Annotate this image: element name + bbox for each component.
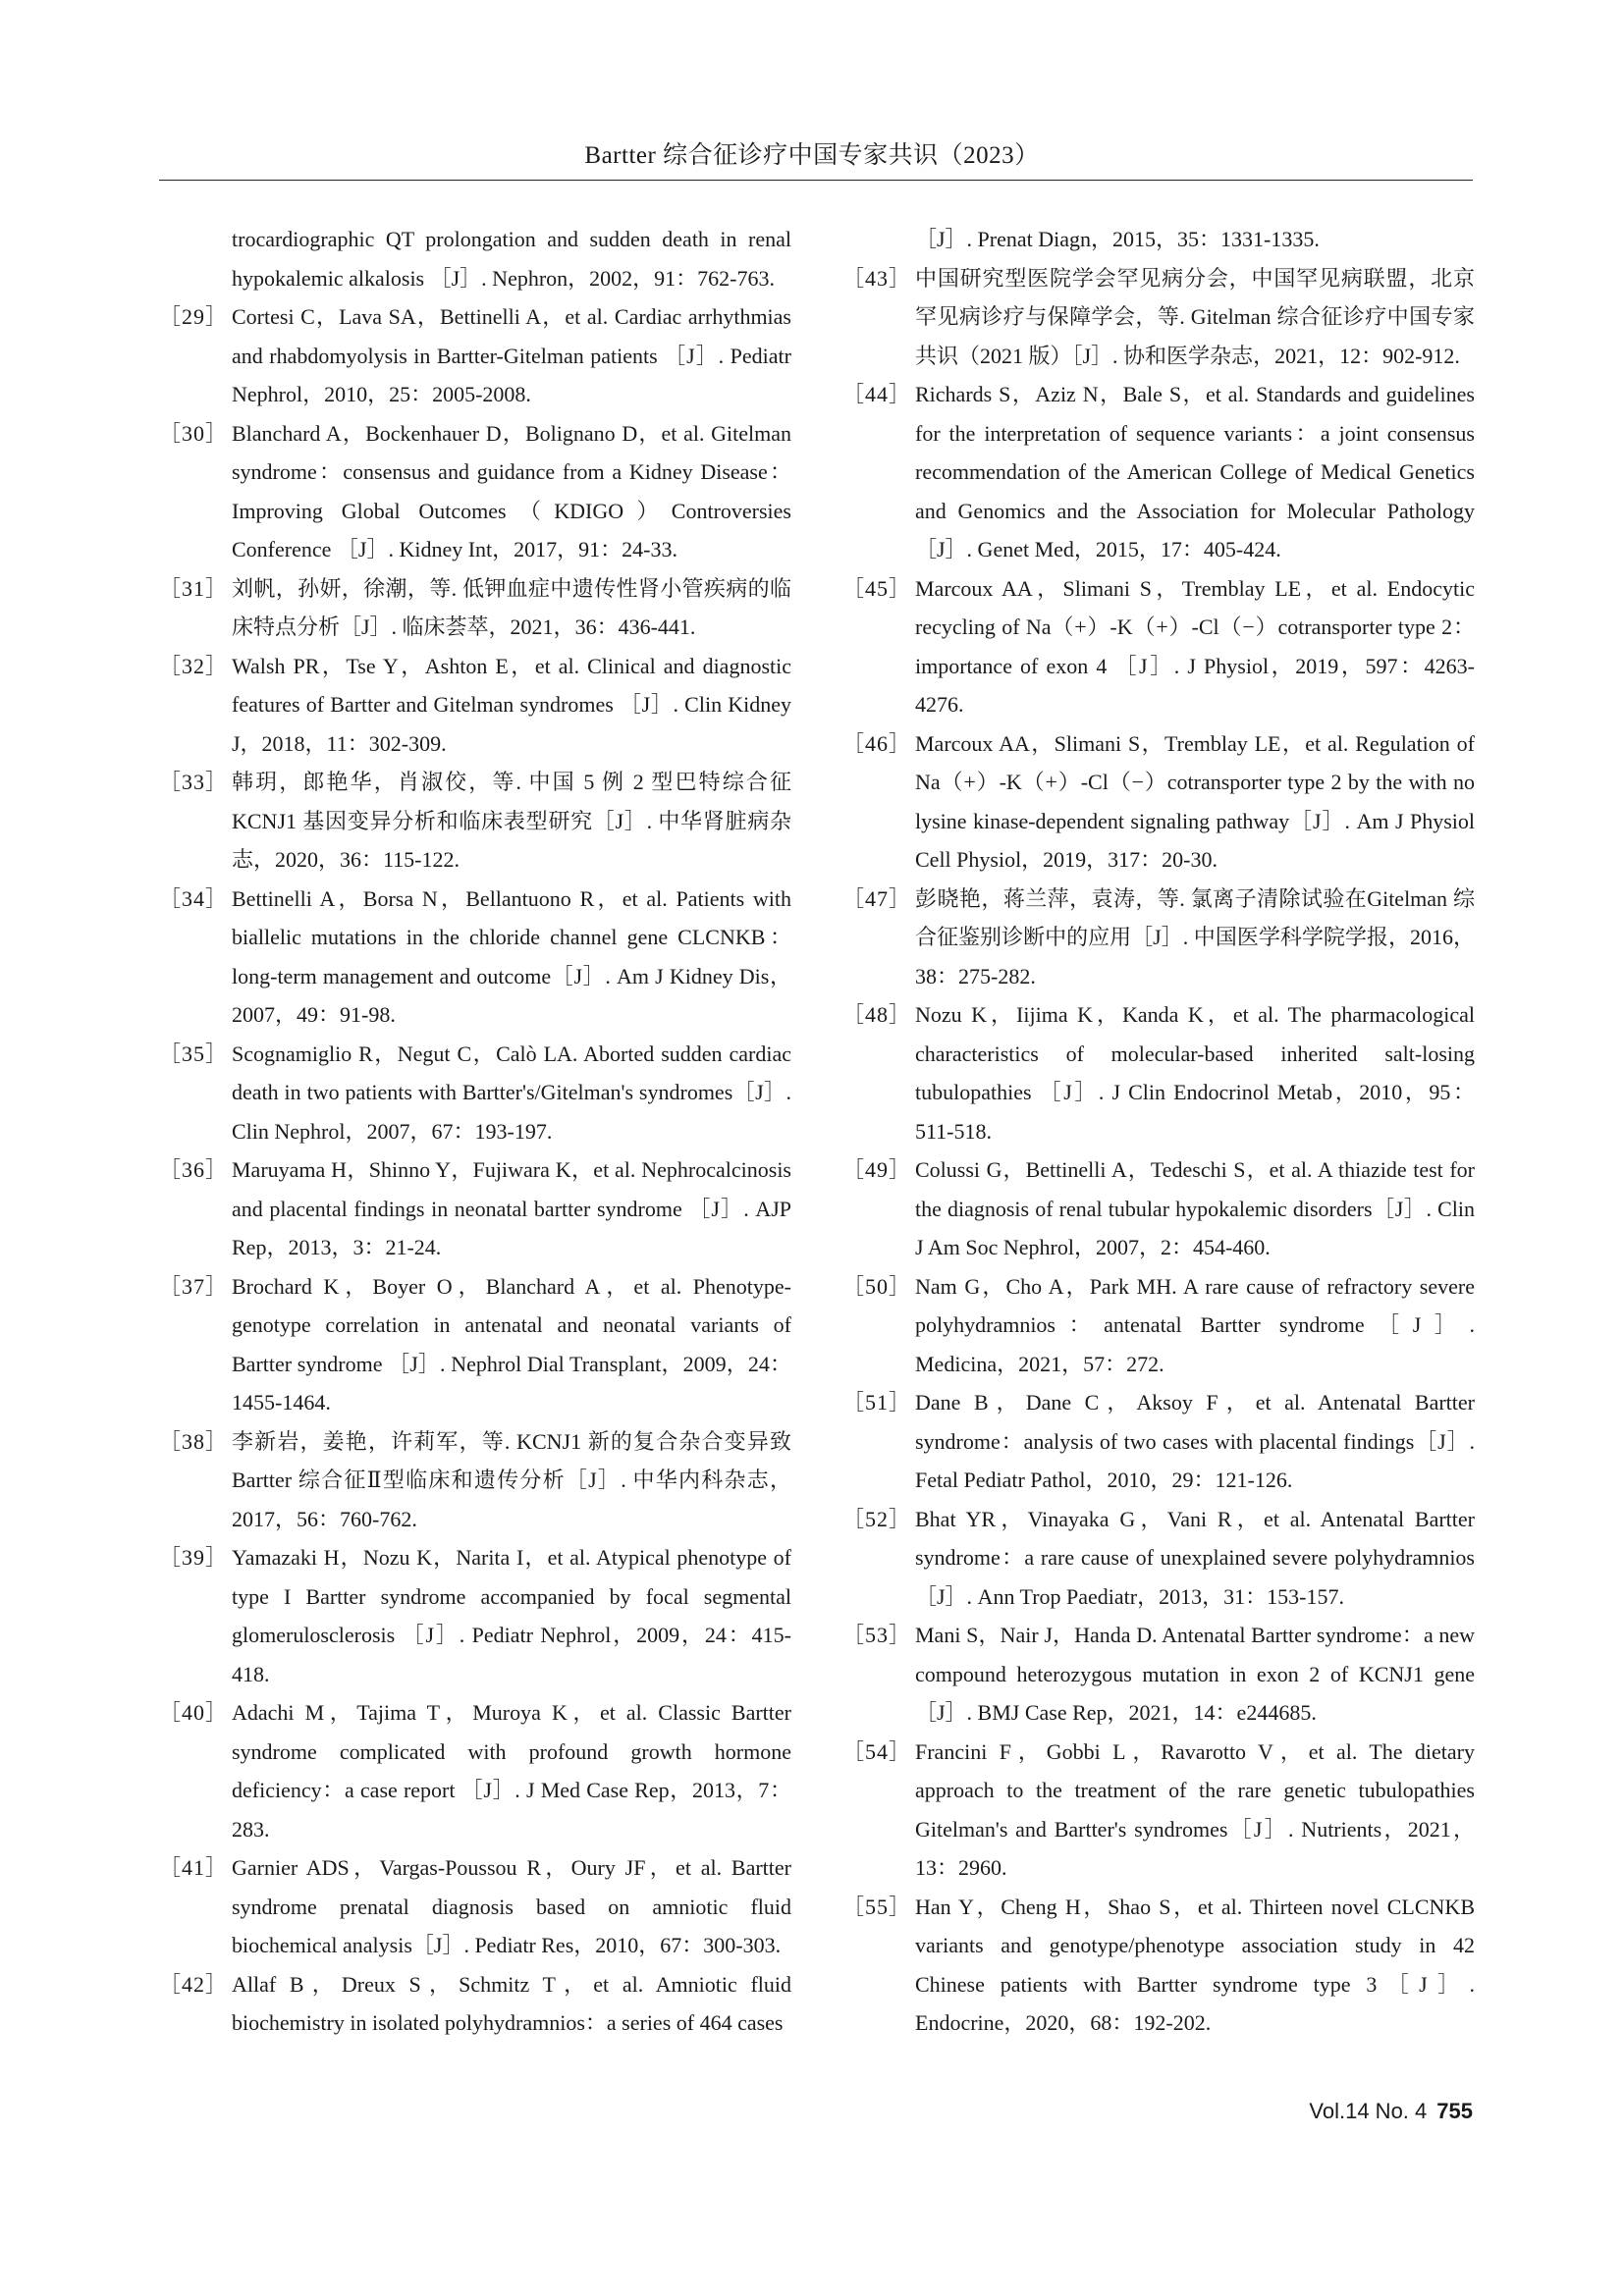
volume-label: Vol.14 No. 4 xyxy=(1309,2099,1428,2123)
reference-item xyxy=(159,647,791,764)
continuation-text: ［J］. Prenat Diagn，2015，35：1331-1335. xyxy=(915,227,1320,251)
reference-text: Bettinelli A，Borsa N，Bellantuono R，et al. Patients with biallelic mutations in the chloride channel gene CLCNKB：long-term management and outcome［J］. Am J Kidney Dis，2007，49：91-98. xyxy=(232,885,791,1027)
reference-text: Han Y，Cheng H，Shao S，et al. Thirteen novel CLCNKB variants and genotype/phenotype association study in 42 Chinese patients with Bartter syndrome type 3［J］. Endocrine，2020，68：192-202. xyxy=(915,1894,1475,2035)
reference-item xyxy=(842,1500,1475,1617)
reference-number: ［50］ xyxy=(842,1273,912,1299)
reference-text: Cortesi C，Lava SA，Bettinelli A，et al. Cardiac arrhythmias and rhabdomyolysis in Bartter-Gitelman patients ［J］. Pediatr Nephrol，2010，25：2005-2008. xyxy=(232,304,791,406)
reference-text: Scognamiglio R，Negut C，Calò LA. Aborted sudden cardiac death in two patients with Bartter's/Gitelman's syndromes［J］. Clin Nephrol，2007，67：193-197. xyxy=(232,1041,791,1144)
reference-number: ［42］ xyxy=(159,1971,229,1997)
reference-number: ［41］ xyxy=(159,1855,229,1880)
reference-text: Allaf B，Dreux S，Schmitz T，et al. Amniotic fluid biochemistry in isolated polyhydramnios：a series of 464 cases xyxy=(232,1971,791,2035)
left-column xyxy=(159,220,791,2043)
reference-text: Nam G，Cho A，Park MH. A rare cause of refractory severe polyhydramnios：antenatal Bartter syndrome［J］. Medicina，2021，57：272. xyxy=(915,1273,1475,1376)
reference-number: ［31］ xyxy=(159,575,229,601)
reference-item xyxy=(842,1888,1475,2043)
reference-item xyxy=(842,1733,1475,1888)
reference-item xyxy=(842,880,1475,996)
reference-text: Brochard K，Boyer O，Blanchard A，et al. Phenotype-genotype correlation in antenatal and neonatal variants of Bartter syndrome ［J］. Nephrol Dial Transplant，2009，24：1455-1464. xyxy=(232,1273,791,1415)
reference-text: Garnier ADS，Vargas-Poussou R，Oury JF，et al. Bartter syndrome prenatal diagnosis based on amniotic fluid biochemical analysis［J］. Pediatr Res，2010，67：300-303. xyxy=(232,1855,791,1957)
reference-number: ［54］ xyxy=(842,1738,912,1764)
reference-text: Nozu K，Iijima K，Kanda K，et al. The pharmacological characteristics of molecular-based inherited salt-losing tubulopathies ［J］. J Clin Endocrinol Metab，2010，95：511-518. xyxy=(915,1002,1475,1144)
reference-text: Yamazaki H，Nozu K，Narita I，et al. Atypical phenotype of type I Bartter syndrome accompanied by focal segmental glomerulosclerosis ［J］. Pediatr Nephrol，2009，24：415-418. xyxy=(232,1545,791,1686)
reference-number: ［55］ xyxy=(842,1894,912,1919)
reference-item xyxy=(159,1538,791,1693)
reference-number: ［37］ xyxy=(159,1273,229,1299)
reference-item xyxy=(159,1965,791,2043)
reference-number: ［30］ xyxy=(159,420,229,446)
reference-item xyxy=(159,414,791,569)
reference-number: ［34］ xyxy=(159,885,229,911)
reference-item xyxy=(842,995,1475,1150)
reference-text: Walsh PR，Tse Y，Ashton E，et al. Clinical and diagnostic features of Bartter and Gitelman syndromes ［J］. Clin Kidney J，2018，11：302-309. xyxy=(232,653,791,756)
reference-item xyxy=(842,1383,1475,1500)
reference-number: ［36］ xyxy=(159,1157,229,1182)
reference-item xyxy=(842,1616,1475,1733)
continuation-text: trocardiographic QT prolongation and sudden death in renal hypokalemic alkalosis ［J］. Nephron，2002，91：762-763. xyxy=(232,227,791,291)
reference-number: ［48］ xyxy=(842,1002,912,1027)
reference-text: Marcoux AA，Slimani S，Tremblay LE，et al. Endocytic recycling of Na（+）-K（+）-Cl（−）cotransporter type 2：importance of exon 4 ［J］. J Physiol，2019，597：4263-4276. xyxy=(915,575,1475,717)
reference-number: ［44］ xyxy=(842,382,912,406)
reference-number: ［38］ xyxy=(159,1428,229,1454)
reference-item xyxy=(842,1267,1475,1384)
reference-item xyxy=(842,259,1475,376)
reference-item xyxy=(159,1848,791,1965)
reference-number: ［53］ xyxy=(842,1623,912,1647)
reference-text: Richards S，Aziz N，Bale S，et al. Standards and guidelines for the interpretation of sequence variants：a joint consensus recommendation of the American College of Medical Genetics and Genomics and the Association for Molecular Pathology［J］. Genet Med，2015，17：405-424. xyxy=(915,382,1475,561)
reference-text: Dane B，Dane C，Aksoy F，et al. Antenatal Bartter syndrome：analysis of two cases with placental findings［J］. Fetal Pediatr Pathol，2010，29：121-126. xyxy=(915,1390,1475,1492)
reference-item xyxy=(159,1693,791,1848)
reference-item xyxy=(159,880,791,1035)
reference-text: Blanchard A，Bockenhauer D，Bolignano D，et al. Gitelman syndrome：consensus and guidance from a Kidney Disease：Improving Global Outcomes（KDIGO）Controversies Conference ［J］. Kidney Int，2017，91：24-33. xyxy=(232,420,791,561)
reference-text: 刘帆，孙妍，徐潮，等. 低钾血症中遗传性肾小管疾病的临床特点分析［J］. 临床荟萃，2021，36：436-441. xyxy=(232,575,791,639)
reference-text: Colussi G，Bettinelli A，Tedeschi S，et al. A thiazide test for the diagnosis of renal tubular hypokalemic disorders［J］. Clin J Am Soc Nephrol，2007，2：454-460. xyxy=(915,1157,1475,1259)
reference-number: ［43］ xyxy=(842,265,912,291)
reference-number: ［29］ xyxy=(159,304,229,329)
reference-item xyxy=(159,1150,791,1267)
reference-item xyxy=(159,763,791,880)
reference-number: ［39］ xyxy=(159,1545,229,1570)
reference-number: ［49］ xyxy=(842,1157,912,1182)
reference-number: ［32］ xyxy=(159,653,229,678)
page-number: 755 xyxy=(1436,2099,1473,2123)
reference-item xyxy=(842,1150,1475,1267)
reference-number: ［52］ xyxy=(842,1506,912,1531)
reference-item xyxy=(159,1035,791,1151)
reference-item xyxy=(842,569,1475,724)
reference-text: 韩玥，郎艳华，肖淑佼，等. 中国 5 例 2 型巴特综合征KCNJ1 基因变异分析和临床表型研究［J］. 中华肾脏病杂志，2020，36：115-122. xyxy=(232,770,791,872)
reference-number: ［45］ xyxy=(842,575,912,601)
page-footer xyxy=(1309,2099,1473,2124)
reference-number: ［47］ xyxy=(842,885,912,911)
reference-text: 中国研究型医院学会罕见病分会，中国罕见病联盟，北京罕见病诊疗与保障学会，等. Gitelman 综合征诊疗中国专家共识（2021 版）［J］. 协和医学杂志，2021，12：902-912. xyxy=(915,265,1475,368)
reference-list-left xyxy=(159,297,791,2043)
reference-text: Francini F，Gobbi L，Ravarotto V，et al. The dietary approach to the treatment of the rare genetic tubulopathies Gitelman's and Bartter's syndromes［J］. Nutrients，2021，13：2960. xyxy=(915,1738,1475,1880)
reference-text: Maruyama H，Shinno Y，Fujiwara K，et al. Nephrocalcinosis and placental findings in neonatal bartter syndrome ［J］. AJP Rep，2013，3：21-24. xyxy=(232,1157,791,1259)
reference-number: ［35］ xyxy=(159,1041,229,1066)
reference-number: ［51］ xyxy=(842,1390,912,1415)
reference-item xyxy=(159,569,791,647)
reference-text: Bhat YR，Vinayaka G，Vani R，et al. Antenatal Bartter syndrome：a rare cause of unexplained severe polyhydramnios［J］. Ann Trop Paediatr，2013，31：153-157. xyxy=(915,1506,1475,1609)
right-column xyxy=(842,220,1475,2043)
reference-item xyxy=(159,297,791,414)
reference-text: 李新岩，姜艳，许莉军，等. KCNJ1 新的复合杂合变异致 Bartter 综合征Ⅱ型临床和遗传分析［J］. 中华内科杂志，2017，56：760-762. xyxy=(232,1428,791,1531)
reference-number: ［40］ xyxy=(159,1700,229,1725)
header-rule xyxy=(159,180,1473,181)
reference-item xyxy=(159,1267,791,1422)
reference-item xyxy=(842,375,1475,569)
reference-text: Marcoux AA，Slimani S，Tremblay LE，et al. Regulation of Na（+）-K（+）-Cl（−）cotransporter type 2 by the with no lysine kinase-dependent signaling pathway［J］. Am J Physiol Cell Physiol，2019，317：20-30. xyxy=(915,730,1475,872)
running-header: Bartter 综合征诊疗中国专家共识（2023） xyxy=(584,142,1040,169)
reference-number: ［46］ xyxy=(842,730,912,756)
reference-text: 彭晓艳，蒋兰萍，袁涛，等. 氯离子清除试验在Gitelman 综合征鉴别诊断中的应用［J］. 中国医学科学院学报，2016，38：275-282. xyxy=(915,885,1475,988)
reference-item xyxy=(842,724,1475,880)
reference-item xyxy=(159,1422,791,1539)
reference-text: Mani S，Nair J，Handa D. Antenatal Bartter syndrome：a new compound heterozygous mutation in exon 2 of KCNJ1 gene［J］. BMJ Case Rep，2021，14：e244685. xyxy=(915,1623,1475,1725)
reference-list-right xyxy=(842,259,1475,2043)
reference-number: ［33］ xyxy=(159,770,229,794)
reference-text: Adachi M，Tajima T，Muroya K，et al. Classic Bartter syndrome complicated with profound growth hormone deficiency：a case report ［J］. J Med Case Rep，2013，7：283. xyxy=(232,1700,791,1842)
